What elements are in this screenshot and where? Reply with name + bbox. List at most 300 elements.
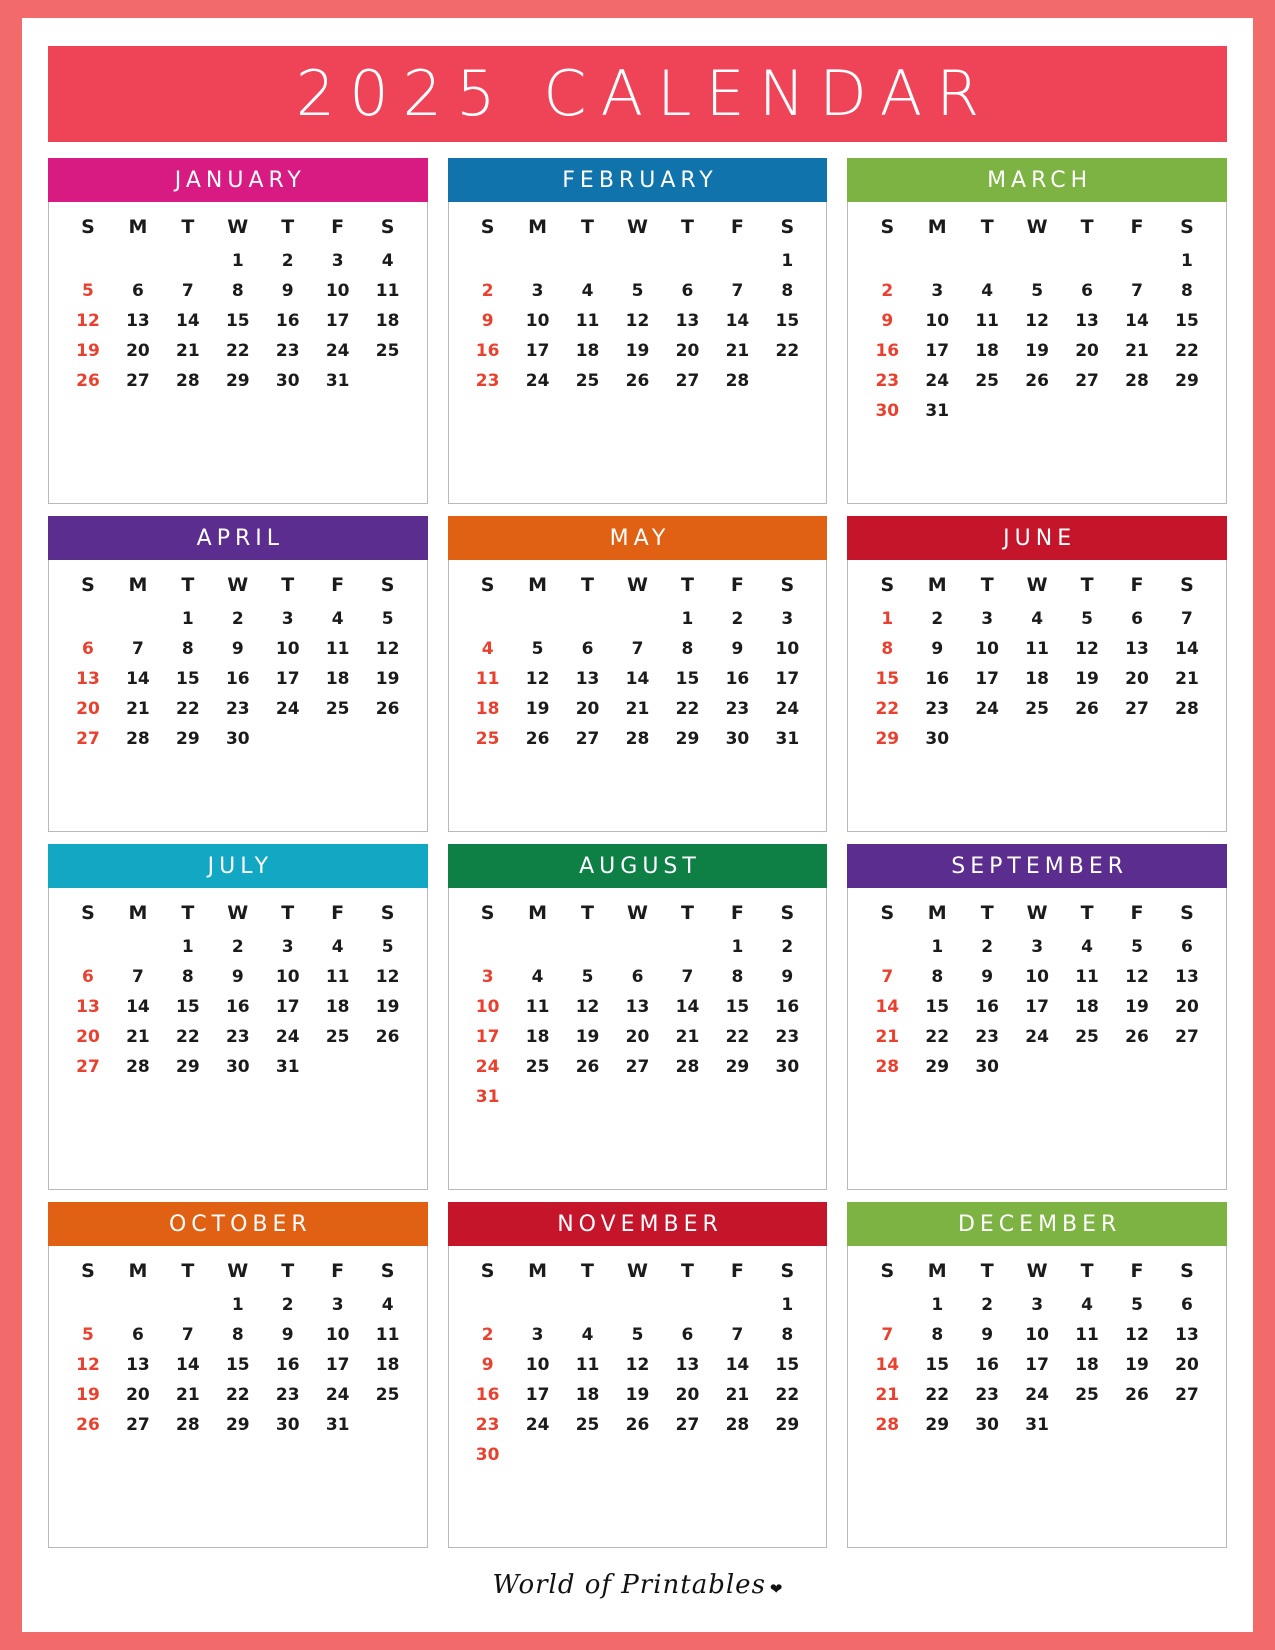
day-cell: 17: [1025, 1355, 1049, 1375]
month-header: [847, 516, 1227, 560]
day-cell: 17: [325, 1355, 350, 1375]
day-cell: 31: [275, 1057, 300, 1077]
day-cell: 20: [675, 1385, 700, 1405]
month-body: [847, 202, 1227, 504]
day-cell: 11: [525, 997, 550, 1017]
day-cell: 28: [725, 371, 750, 391]
weekday-header: T: [581, 574, 595, 596]
day-cell: 22: [225, 1385, 250, 1405]
day-cell: 23: [275, 1385, 300, 1405]
day-cell: 28: [625, 729, 650, 749]
day-cell: 11: [575, 1355, 600, 1375]
day-cell: 25: [325, 699, 350, 719]
day-cell: 12: [625, 311, 650, 331]
day-cell: 7: [131, 639, 144, 659]
day-cell: 23: [225, 699, 250, 719]
day-cell: 1: [681, 609, 694, 629]
day-cell: 10: [525, 311, 550, 331]
day-cell: 27: [1075, 371, 1099, 391]
month-name: JULY: [207, 853, 274, 879]
week-row: [463, 604, 813, 634]
day-cell: 21: [875, 1385, 900, 1405]
weekday-header: W: [227, 902, 249, 924]
day-cell: 25: [575, 1415, 600, 1435]
day-cell-empty: [513, 246, 563, 276]
weekday-header: T: [1080, 216, 1094, 238]
day-cell: 6: [581, 639, 594, 659]
day-cell: 17: [525, 1385, 550, 1405]
day-cell: 11: [1025, 639, 1049, 659]
week-row: [63, 1022, 413, 1052]
day-cell: 20: [1075, 341, 1099, 361]
month-header: [847, 1202, 1227, 1246]
day-cell: 11: [575, 311, 600, 331]
day-cell: 22: [176, 1027, 200, 1047]
day-cell: 21: [725, 341, 750, 361]
month-name: FEBRUARY: [562, 167, 718, 193]
day-cell: 3: [531, 1325, 544, 1345]
day-cell: 2: [881, 281, 894, 301]
day-cell: 28: [1125, 371, 1149, 391]
day-cell: 20: [126, 1385, 150, 1405]
day-cell: 28: [126, 1057, 150, 1077]
day-cell: 30: [975, 1415, 999, 1435]
day-cell: 19: [76, 341, 100, 361]
weekday-header: W: [227, 1260, 249, 1282]
day-cell-empty: [1062, 1052, 1112, 1082]
day-cell: 22: [675, 699, 700, 719]
weekday-header: S: [880, 574, 895, 596]
day-cell: 22: [725, 1027, 750, 1047]
day-cell: 8: [181, 967, 194, 987]
day-cell: 3: [531, 281, 544, 301]
week-row: [862, 276, 1212, 306]
day-cell: 3: [981, 609, 994, 629]
day-cell: 17: [1025, 997, 1049, 1017]
day-cell: 23: [875, 371, 900, 391]
day-cell: 23: [225, 1027, 250, 1047]
day-cell: 5: [631, 1325, 644, 1345]
day-cell: 25: [1025, 699, 1049, 719]
weekday-header: S: [81, 216, 95, 238]
day-cell: 24: [925, 371, 950, 391]
day-cell: 3: [281, 937, 294, 957]
day-cell: 30: [475, 1445, 500, 1465]
day-cell: 21: [875, 1027, 900, 1047]
day-cell-empty: [63, 604, 113, 634]
day-cell: 11: [375, 281, 400, 301]
week-row: [463, 1052, 813, 1082]
day-cell: 3: [1031, 937, 1044, 957]
day-cell: 29: [225, 371, 250, 391]
day-cell: 9: [281, 1325, 294, 1345]
weekday-header: S: [1180, 216, 1194, 238]
day-cell: 16: [725, 669, 750, 689]
day-cell: 12: [1125, 1325, 1149, 1345]
day-cell: 10: [925, 311, 950, 331]
day-cell: 5: [531, 639, 544, 659]
day-cell-empty: [563, 1290, 613, 1320]
week-row: [862, 366, 1212, 396]
day-cell: 12: [625, 1355, 650, 1375]
day-cell: 5: [1131, 1295, 1143, 1315]
weekday-header: S: [880, 902, 895, 924]
calendar-title-bar: [48, 46, 1227, 142]
day-cell: 4: [331, 609, 344, 629]
day-cell: 24: [475, 1057, 500, 1077]
day-cell: 19: [525, 699, 550, 719]
day-cell: 19: [1125, 1355, 1149, 1375]
day-cell: 3: [781, 609, 794, 629]
day-cell: 26: [375, 1027, 400, 1047]
weekday-header: W: [227, 216, 249, 238]
day-cell: 25: [975, 371, 999, 391]
day-cell: 13: [1175, 1325, 1199, 1345]
day-cell: 30: [275, 371, 300, 391]
weekday-header: M: [927, 902, 947, 924]
weekday-header: S: [380, 1260, 395, 1282]
day-cell: 7: [131, 967, 144, 987]
day-cell: 24: [325, 341, 350, 361]
month-body: [847, 888, 1227, 1190]
day-cell: 8: [231, 281, 244, 301]
weekday-header: M: [528, 902, 548, 924]
day-cell: 6: [681, 1325, 694, 1345]
day-cell: 31: [475, 1087, 500, 1107]
day-cell: 16: [875, 341, 900, 361]
weekday-header: T: [281, 574, 295, 596]
day-cell: 21: [675, 1027, 700, 1047]
day-cell: 28: [176, 371, 200, 391]
day-cell: 9: [281, 281, 294, 301]
day-cell: 15: [925, 997, 950, 1017]
weekday-header-row: [862, 572, 1212, 604]
weekday-header-row: [63, 572, 413, 604]
day-cell: 7: [1131, 281, 1143, 301]
day-cell-empty: [1012, 246, 1062, 276]
day-cell: 21: [176, 341, 200, 361]
week-row: [63, 992, 413, 1022]
day-cell: 23: [475, 371, 500, 391]
day-cell: 23: [975, 1027, 999, 1047]
day-cell: 5: [1131, 937, 1143, 957]
day-cell-empty: [1162, 396, 1212, 426]
day-cell: 18: [575, 1385, 600, 1405]
day-cell: 9: [881, 311, 894, 331]
day-cell: 14: [1125, 311, 1149, 331]
day-cell: 17: [775, 669, 800, 689]
weekday-header: M: [528, 1260, 548, 1282]
week-row: [463, 246, 813, 276]
day-cell: 29: [925, 1415, 950, 1435]
day-cell: 2: [981, 1295, 994, 1315]
month-table: [63, 1258, 413, 1440]
day-cell: 23: [925, 699, 950, 719]
day-cell: 6: [1131, 609, 1143, 629]
day-cell: 30: [975, 1057, 999, 1077]
day-cell: 19: [1075, 669, 1099, 689]
week-row: [63, 1410, 413, 1440]
week-row: [862, 694, 1212, 724]
day-cell-empty: [113, 932, 163, 962]
day-cell-empty: [1112, 724, 1162, 754]
day-cell: 9: [231, 639, 244, 659]
day-cell: 10: [975, 639, 999, 659]
week-row: [862, 1022, 1212, 1052]
day-cell-empty: [962, 724, 1012, 754]
day-cell-empty: [862, 932, 912, 962]
day-cell: 9: [481, 311, 494, 331]
weekday-header: W: [627, 902, 648, 924]
week-row: [862, 962, 1212, 992]
day-cell-empty: [363, 1410, 413, 1440]
day-cell: 3: [331, 1295, 344, 1315]
month-table: [463, 1258, 813, 1470]
day-cell: 23: [775, 1027, 800, 1047]
weekday-header: M: [927, 216, 947, 238]
weekday-header: F: [1130, 1260, 1144, 1282]
day-cell: 14: [176, 311, 200, 331]
day-cell: 29: [225, 1415, 250, 1435]
month-body: [48, 202, 428, 504]
day-cell: 10: [525, 1355, 550, 1375]
day-cell: 18: [325, 669, 350, 689]
day-cell: 6: [631, 967, 644, 987]
weekday-header: S: [81, 1260, 95, 1282]
day-cell: 15: [925, 1355, 950, 1375]
month-february: [448, 158, 828, 504]
weekday-header: S: [880, 216, 895, 238]
weekday-header: T: [680, 216, 694, 238]
day-cell: 18: [575, 341, 600, 361]
day-cell: 19: [575, 1027, 600, 1047]
day-cell: 2: [481, 1325, 494, 1345]
day-cell: 27: [1175, 1027, 1199, 1047]
week-row: [862, 306, 1212, 336]
day-cell: 9: [981, 1325, 994, 1345]
day-cell: 11: [1075, 1325, 1099, 1345]
day-cell: 10: [275, 639, 300, 659]
day-cell: 6: [1081, 281, 1093, 301]
month-header: [448, 1202, 828, 1246]
day-cell-empty: [662, 1082, 712, 1112]
day-cell: 25: [1075, 1385, 1099, 1405]
day-cell-empty: [113, 604, 163, 634]
day-cell-empty: [662, 1440, 712, 1470]
day-cell: 29: [675, 729, 700, 749]
day-cell: 4: [581, 1325, 594, 1345]
day-cell: 12: [575, 997, 600, 1017]
day-cell: 20: [625, 1027, 650, 1047]
day-cell: 17: [275, 997, 300, 1017]
month-name: MAY: [609, 525, 671, 551]
day-cell: 31: [1025, 1415, 1049, 1435]
week-row: [862, 724, 1212, 754]
day-cell-empty: [862, 1290, 912, 1320]
day-cell: 22: [775, 341, 800, 361]
day-cell: 26: [575, 1057, 600, 1077]
weekday-header: T: [980, 574, 994, 596]
day-cell: 10: [775, 639, 800, 659]
day-cell: 5: [1031, 281, 1044, 301]
day-cell-empty: [962, 246, 1012, 276]
weekday-header: F: [1130, 574, 1144, 596]
weekday-header: S: [1180, 574, 1194, 596]
day-cell: 17: [525, 341, 550, 361]
day-cell: 9: [481, 1355, 494, 1375]
month-name: JUNE: [1003, 525, 1077, 551]
month-body: [448, 560, 828, 832]
weekday-header: M: [128, 574, 148, 596]
week-row: [63, 604, 413, 634]
day-cell: 1: [231, 251, 244, 271]
day-cell: 19: [1125, 997, 1149, 1017]
day-cell: 21: [126, 699, 150, 719]
day-cell: 30: [875, 401, 900, 421]
day-cell-empty: [563, 604, 613, 634]
day-cell-empty: [313, 1052, 363, 1082]
day-cell: 22: [775, 1385, 800, 1405]
day-cell-empty: [1112, 1052, 1162, 1082]
day-cell: 4: [481, 639, 494, 659]
month-june: [847, 516, 1227, 832]
weekday-header: T: [181, 574, 195, 596]
day-cell: 6: [681, 281, 694, 301]
week-row: [463, 366, 813, 396]
day-cell-empty: [313, 724, 363, 754]
weekday-header: T: [281, 1260, 295, 1282]
day-cell-empty: [513, 604, 563, 634]
weekday-header: T: [1080, 902, 1094, 924]
day-cell: 12: [1075, 639, 1099, 659]
day-cell: 6: [131, 281, 144, 301]
week-row: [862, 396, 1212, 426]
day-cell: 27: [625, 1057, 650, 1077]
day-cell: 12: [76, 1355, 100, 1375]
day-cell: 17: [275, 669, 300, 689]
week-row: [63, 962, 413, 992]
day-cell: 14: [675, 997, 700, 1017]
weekday-header: T: [581, 216, 595, 238]
day-cell: 17: [475, 1027, 500, 1047]
weekday-header: S: [480, 574, 495, 596]
month-header: [448, 844, 828, 888]
week-row: [862, 1350, 1212, 1380]
day-cell: 1: [181, 609, 194, 629]
month-body: [48, 888, 428, 1190]
month-september: [847, 844, 1227, 1190]
day-cell: 7: [881, 967, 894, 987]
weekday-header: S: [380, 902, 395, 924]
day-cell: 25: [375, 341, 400, 361]
day-cell: 18: [325, 997, 350, 1017]
day-cell: 26: [525, 729, 550, 749]
day-cell-empty: [1162, 1052, 1212, 1082]
day-cell: 7: [731, 281, 744, 301]
weekday-header: S: [880, 1260, 895, 1282]
day-cell: 31: [325, 371, 350, 391]
day-cell: 24: [275, 1027, 300, 1047]
day-cell: 29: [875, 729, 900, 749]
week-row: [63, 1380, 413, 1410]
day-cell-empty: [1112, 246, 1162, 276]
week-row: [463, 336, 813, 366]
weekday-header-row: [463, 572, 813, 604]
day-cell: 4: [981, 281, 994, 301]
day-cell: 28: [1175, 699, 1199, 719]
weekday-header: S: [480, 902, 495, 924]
week-row: [63, 694, 413, 724]
day-cell: 4: [581, 281, 594, 301]
day-cell: 17: [325, 311, 350, 331]
day-cell: 19: [375, 669, 400, 689]
day-cell-empty: [762, 1082, 812, 1112]
day-cell: 7: [631, 639, 644, 659]
day-cell-empty: [1012, 1052, 1062, 1082]
day-cell: 15: [675, 669, 700, 689]
day-cell: 5: [581, 967, 594, 987]
day-cell: 14: [176, 1355, 200, 1375]
day-cell: 13: [76, 997, 100, 1017]
weekday-header-row: [63, 900, 413, 932]
day-cell: 24: [1025, 1027, 1049, 1047]
day-cell: 12: [375, 967, 400, 987]
month-march: [847, 158, 1227, 504]
day-cell: 20: [126, 341, 150, 361]
week-row: [463, 694, 813, 724]
day-cell: 18: [1075, 997, 1099, 1017]
month-name: AUGUST: [579, 853, 701, 879]
day-cell: 25: [475, 729, 500, 749]
day-cell-empty: [563, 1440, 613, 1470]
day-cell: 1: [1181, 251, 1193, 271]
month-table: [862, 1258, 1212, 1440]
heart-icon: ❤: [769, 1580, 783, 1598]
day-cell: 6: [131, 1325, 144, 1345]
day-cell: 25: [525, 1057, 550, 1077]
day-cell: 8: [931, 967, 944, 987]
day-cell-empty: [1112, 396, 1162, 426]
day-cell: 28: [675, 1057, 700, 1077]
month-table: [63, 572, 413, 754]
day-cell: 24: [975, 699, 999, 719]
week-row: [463, 1410, 813, 1440]
day-cell-empty: [1162, 1410, 1212, 1440]
day-cell-empty: [563, 246, 613, 276]
day-cell: 5: [631, 281, 644, 301]
week-row: [63, 276, 413, 306]
day-cell: 22: [1175, 341, 1199, 361]
weekday-header: M: [128, 1260, 148, 1282]
week-row: [63, 336, 413, 366]
weekday-header: W: [627, 216, 648, 238]
week-row: [463, 1440, 813, 1470]
day-cell: 19: [1025, 341, 1049, 361]
month-header: [847, 844, 1227, 888]
month-table: [463, 572, 813, 754]
week-row: [862, 246, 1212, 276]
month-body: [847, 560, 1227, 832]
day-cell: 12: [1025, 311, 1049, 331]
week-row: [463, 1320, 813, 1350]
week-row: [63, 664, 413, 694]
weekday-header-row: [862, 900, 1212, 932]
day-cell: 8: [731, 967, 744, 987]
day-cell-empty: [1162, 724, 1212, 754]
day-cell: 30: [775, 1057, 800, 1077]
calendar-sheet: [22, 18, 1253, 1632]
day-cell: 30: [275, 1415, 300, 1435]
